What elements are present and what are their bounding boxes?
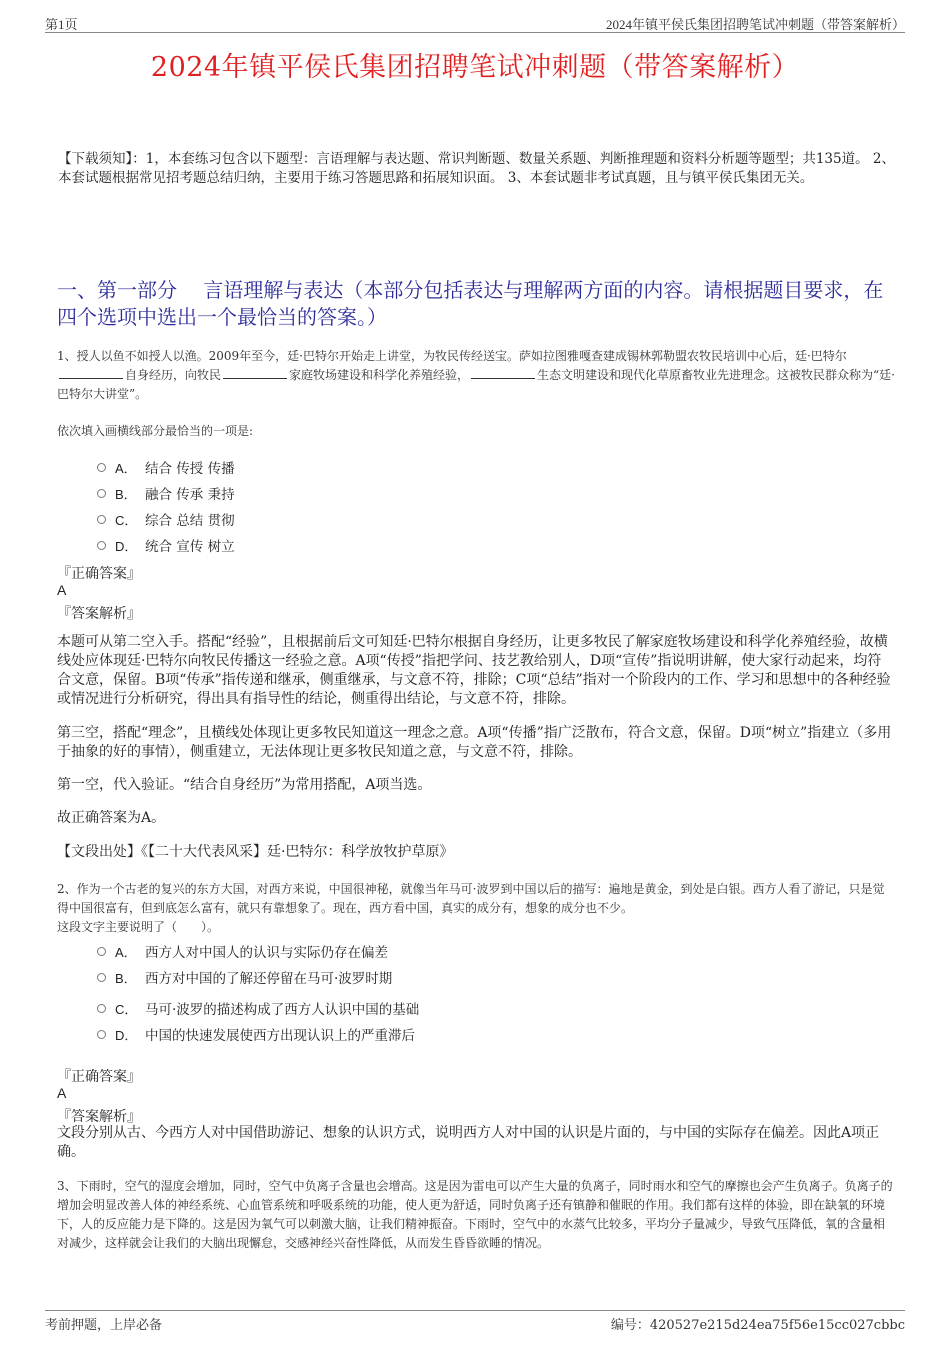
question-2-prompt: 这段文字主要说明了（ ）。 xyxy=(57,920,220,934)
option-text: 西方人对中国人的认识与实际仍存在偏差 xyxy=(145,945,388,961)
radio-icon[interactable] xyxy=(97,1030,106,1039)
option-text: 中国的快速发展使西方出现认识上的严重滞后 xyxy=(145,1028,415,1044)
q1-answer-label: 『正确答案』 xyxy=(57,566,141,582)
radio-icon[interactable] xyxy=(97,463,106,472)
q1-analysis-paragraph-1: 本题可从第二空入手。搭配“经验”，且根据前后文可知廷·巴特尔根据自身经历，让更多牧民了解家庭牧场建设和科学化养殖经验，故横线处应体现廷·巴特尔向牧民传播这一经验之意。A项“传授”指把学问、技艺教给别人，D项“宣传”指说明讲解，使大家行动起来，均符合文意，保留。B项“传承”指传递和继承，侧重继承，与文意不符，排除；C项“总结”指对一个阶段内的工作、学习和思想中的各种经验或情况进行分析研究，得出具有指导性的结论，侧重得出结论，与文意不符，排除。 xyxy=(57,634,891,707)
radio-icon[interactable] xyxy=(97,489,106,498)
radio-icon[interactable] xyxy=(97,515,106,524)
section-heading: 一、第一部分 言语理解与表达（本部分包括表达与理解两方面的内容。请根据题目要求，在四个选项中选出一个最恰当的答案。） xyxy=(57,278,884,329)
q2-option-c[interactable] xyxy=(97,998,419,1018)
option-letter: C． xyxy=(115,512,138,528)
page-number: 第1页 xyxy=(45,17,78,32)
radio-icon[interactable] xyxy=(97,947,106,956)
option-text: 统合 宣传 树立 xyxy=(145,539,235,555)
q1-option-c[interactable] xyxy=(97,509,235,529)
q1-source: 【文段出处】《【二十大代表风采】廷·巴特尔：科学放牧护草原》 xyxy=(57,844,454,860)
q2-option-b[interactable] xyxy=(97,967,392,987)
radio-icon[interactable] xyxy=(97,541,106,550)
q1-option-a[interactable] xyxy=(97,457,235,477)
footer-slogan: 考前押题，上岸必备 xyxy=(45,1318,163,1333)
download-notice: 【下载须知】：1，本套练习包含以下题型：言语理解与表达题、常识判断题、数量关系题、判断推理题和资料分析题等题型；共135道。 2、本套试题根据常见招考题总结归纳，主要用于练习答题思路和拓展知识面。 3、本套试题非考试真题，且与镇平侯氏集团无关。 xyxy=(58,151,895,186)
q2-analysis: 文段分别从古、今西方人对中国借助游记、想象的认识方式，说明西方人对中国的认识是片面的，与中国的实际存在偏差。因此A项正确。 xyxy=(57,1125,880,1160)
option-text: 融合 传承 秉持 xyxy=(145,487,235,503)
footer-doc-id: 编号：420527e215d24ea75f56e15cc027cbbc xyxy=(610,1318,905,1333)
option-letter: C． xyxy=(115,1001,138,1017)
option-letter: A． xyxy=(115,460,137,476)
radio-icon[interactable] xyxy=(97,1004,106,1013)
option-letter: B． xyxy=(115,970,137,986)
q2-option-a[interactable] xyxy=(97,941,388,961)
q1-analysis-label: 『答案解析』 xyxy=(57,606,141,622)
page-title: 2024年镇平侯氏集团招聘笔试冲刺题（带答案解析） xyxy=(150,52,800,83)
q1-blank-2 xyxy=(223,367,287,379)
footer-divider xyxy=(45,1310,905,1311)
option-letter: D． xyxy=(115,1027,138,1043)
header-divider xyxy=(45,32,905,33)
q1-analysis-paragraph-3: 第一空，代入验证。“结合自身经历”为常用搭配，A项当选。 xyxy=(57,777,432,793)
q1-option-b[interactable] xyxy=(97,483,235,503)
option-text: 结合 传授 传播 xyxy=(145,461,235,477)
q1-text-part-c: 家庭牧场建设和科学化养殖经验， xyxy=(289,368,470,382)
question-2-text: 2、作为一个古老的复兴的东方大国，对西方来说，中国很神秘，就像当年马可·波罗到中国以后的描写：遍地是黄金，到处是白银。西方人看了游记，只是觉得中国很富有，但到底怎么富有，就只有靠想象了。现在，西方看中国，真实的成分有，想象的成分也不少。 xyxy=(57,882,885,915)
q2-option-d[interactable] xyxy=(97,1024,415,1044)
option-letter: D． xyxy=(115,538,138,554)
q1-analysis-paragraph-2: 第三空，搭配“理念”，且横线处体现让更多牧民知道这一理念之意。A项“传播”指广泛散布，符合文意，保留。D项“树立”指建立（多用于抽象的好的事情），侧重建立，无法体现让更多牧民知道之意，与文意不符，排除。 xyxy=(57,725,892,760)
q1-answer: A xyxy=(57,582,67,598)
q2-analysis-label: 『答案解析』 xyxy=(57,1109,141,1125)
option-letter: B． xyxy=(115,486,137,502)
question-3-text: 3、下雨时，空气的湿度会增加，同时，空气中负离子含量也会增高。这是因为雷电可以产生大量的负离子，同时雨水和空气的摩擦也会产生负离子。负离子的增加会明显改善人体的神经系统、心血管系统和呼吸系统的功能，使人更为舒适，同时负离子还有镇静和催眠的作用。我们都有这样的体验，即在缺氧的环境下，人的反应能力是下降的。这是因为氧气可以刺激大脑，让我们精神振奋。下雨时，空气中的水蒸气比较多，平均分子量减少，导致气压降低，氧的含量相对减少，这样就会让我们的大脑出现懈怠，交感神经兴奋性降低，从而发生昏昏欲睡的情况。 xyxy=(57,1179,893,1250)
q1-text-part-d: 生态文明建设和现代化草原畜牧业先进理念。这被牧民群众称为“廷·巴特尔大讲堂”。 xyxy=(57,368,895,401)
q1-blank-1 xyxy=(59,367,123,379)
question-1-prompt: 依次填入画横线部分最恰当的一项是: xyxy=(57,424,254,438)
option-text: 马可·波罗的描述构成了西方人认识中国的基础 xyxy=(145,1002,420,1018)
option-letter: A． xyxy=(115,944,137,960)
q2-answer: A xyxy=(57,1085,67,1101)
q1-analysis-paragraph-4: 故正确答案为A。 xyxy=(57,810,166,826)
radio-icon[interactable] xyxy=(97,973,106,982)
q1-text-part-b: 自身经历，向牧民 xyxy=(125,368,222,382)
header-doc-title: 2024年镇平侯氏集团招聘笔试冲刺题（带答案解析） xyxy=(605,17,905,32)
q1-text-part-a: 1、授人以鱼不如授人以渔。2009年至今，廷·巴特尔开始走上讲堂，为牧民传经送宝。萨如拉图雅嘎查建成锡林郭勒盟农牧民培训中心后，廷·巴特尔 xyxy=(57,349,847,363)
q1-blank-3 xyxy=(471,367,535,379)
option-text: 西方对中国的了解还停留在马可·波罗时期 xyxy=(145,971,393,987)
q2-answer-label: 『正确答案』 xyxy=(57,1069,141,1085)
q1-option-d[interactable] xyxy=(97,535,235,555)
option-text: 综合 总结 贯彻 xyxy=(145,513,235,529)
question-1-text xyxy=(57,347,895,404)
